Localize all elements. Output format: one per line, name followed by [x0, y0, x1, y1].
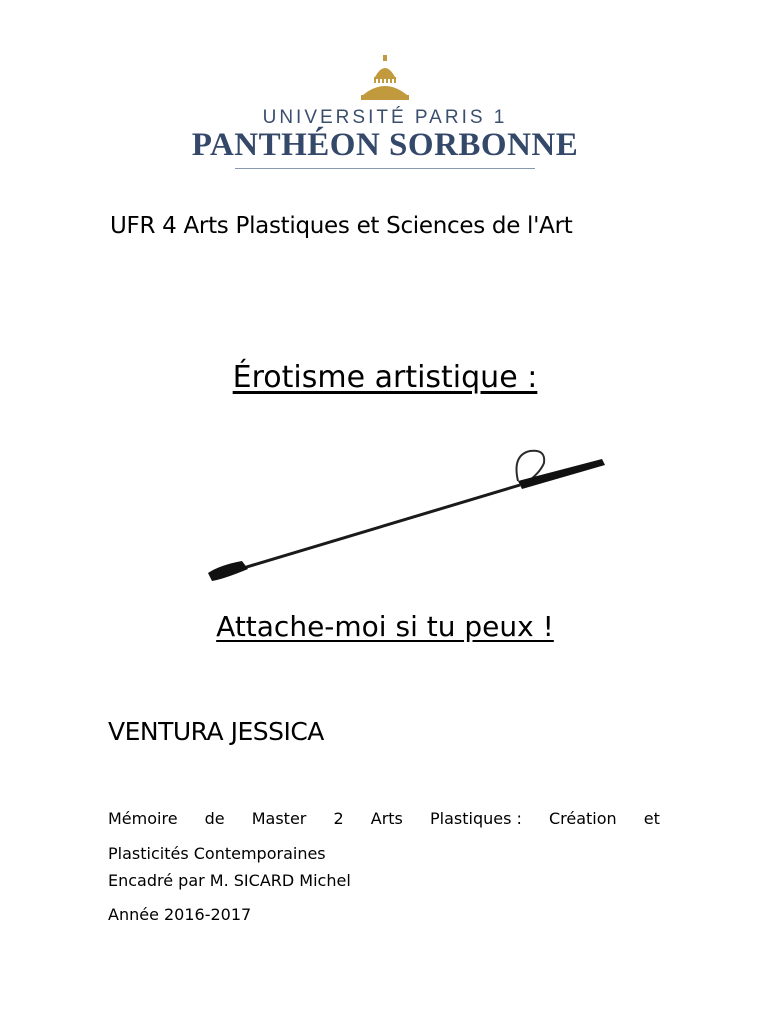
university-name-line1: UNIVERSITÉ PARIS 1 — [262, 107, 508, 128]
memoir-word: 2 — [333, 809, 344, 828]
university-logo — [0, 55, 770, 169]
author-name: VENTURA JESSICA — [108, 717, 324, 746]
memoir-word: Master — [251, 809, 307, 828]
memoir-line1 — [108, 801, 660, 836]
memoir-word: Arts — [370, 809, 403, 828]
memoir-word: Plastiques : — [429, 809, 522, 828]
ufr-heading: UFR 4 Arts Plastiques et Sciences de l'Art — [110, 213, 573, 239]
thesis-title: Érotisme artistique : — [232, 360, 538, 395]
academic-year: Année 2016-2017 — [108, 905, 252, 924]
memoir-word: Création — [548, 809, 617, 828]
memoir-word: et — [643, 809, 660, 828]
memoir-word: Mémoire — [108, 809, 178, 828]
thesis-subtitle: Attache-moi si tu peux ! — [216, 610, 554, 643]
memoir-line2: Plasticités Contemporaines — [108, 844, 326, 863]
pantheon-dome-icon — [357, 55, 413, 103]
memoir-description — [108, 801, 660, 871]
supervisor-line: Encadré par M. SICARD Michel — [108, 871, 351, 890]
riding-crop-icon — [200, 445, 610, 585]
memoir-word: de — [204, 809, 225, 828]
logo-divider — [235, 168, 535, 169]
university-name-line2: PANTHÉON SORBONNE — [191, 127, 579, 163]
